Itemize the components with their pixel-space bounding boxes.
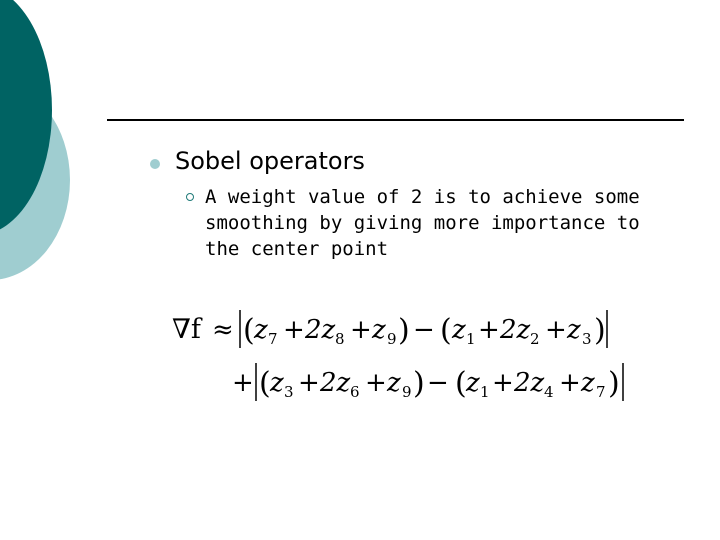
term-2z: 2z <box>500 315 531 345</box>
term-z: z <box>254 315 268 345</box>
term-z: z <box>466 368 480 398</box>
minus-sign: − <box>413 315 435 345</box>
term-z: z <box>581 368 595 398</box>
approx-sign: ≈ <box>212 315 234 345</box>
subscript: 9 <box>387 330 397 348</box>
paren-open: ( <box>455 366 467 401</box>
subscript: 2 <box>530 330 540 348</box>
plus-sign: + <box>350 315 372 345</box>
bullet-subpoint: A weight value of 2 is to achieve some smoothing by giving more importance to the center point <box>205 186 640 260</box>
equation-line-1 <box>172 310 607 348</box>
paren-open: ( <box>440 313 452 348</box>
plus-sign: + <box>283 315 305 345</box>
plus-sign: + <box>478 315 500 345</box>
paren-close: ) <box>594 313 606 348</box>
term-2z: 2z <box>514 368 545 398</box>
subscript: 1 <box>480 383 490 401</box>
plus-sign: + <box>232 368 254 398</box>
plus-sign: + <box>492 368 514 398</box>
subscript: 1 <box>466 330 476 348</box>
term-z: z <box>567 315 581 345</box>
paren-close: ) <box>413 366 425 401</box>
paren-close: ) <box>608 366 620 401</box>
plus-sign: + <box>559 368 581 398</box>
plus-sign: + <box>545 315 567 345</box>
minus-sign: − <box>427 368 449 398</box>
paren-open: ( <box>259 366 271 401</box>
term-z: z <box>387 368 401 398</box>
term-z: z <box>372 315 386 345</box>
subscript: 7 <box>268 330 278 348</box>
subscript: 7 <box>596 383 606 401</box>
equation-line-2 <box>232 363 623 401</box>
subscript: 4 <box>544 383 554 401</box>
subscript: 9 <box>402 383 412 401</box>
paren-close: ) <box>398 313 410 348</box>
subscript: 8 <box>335 330 345 348</box>
term-z: z <box>270 368 284 398</box>
term-2z: 2z <box>320 368 351 398</box>
subscript: 3 <box>582 330 592 348</box>
bullet-heading: Sobel operators <box>175 147 365 175</box>
term-2z: 2z <box>305 315 336 345</box>
gradient-symbol: ∇f <box>172 314 201 345</box>
plus-sign: + <box>365 368 387 398</box>
plus-sign: + <box>298 368 320 398</box>
subscript: 6 <box>350 383 360 401</box>
paren-open: ( <box>243 313 255 348</box>
subscript: 3 <box>284 383 294 401</box>
term-z: z <box>452 315 466 345</box>
